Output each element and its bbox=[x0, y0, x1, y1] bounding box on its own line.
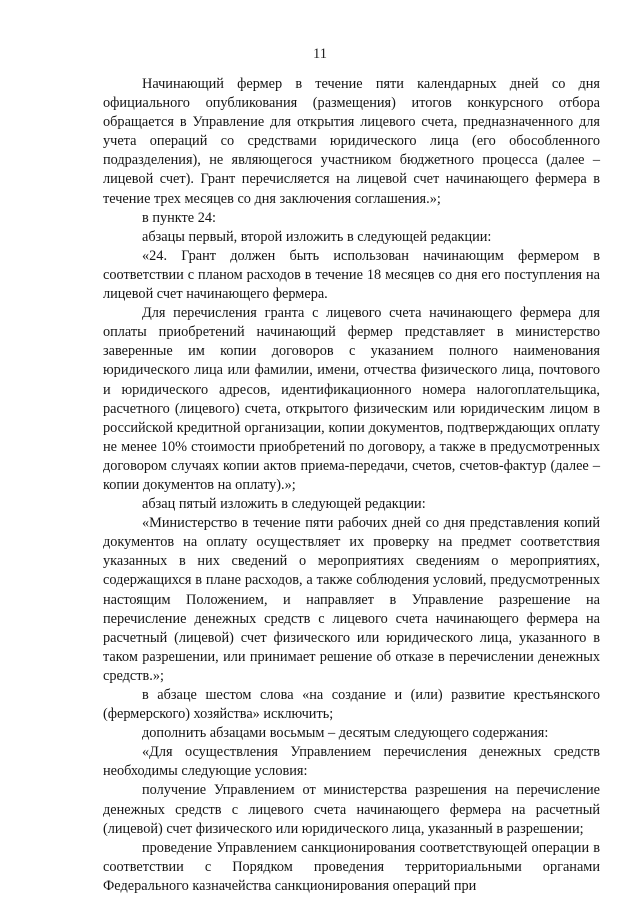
paragraph-12: проведение Управлением санкционирования соответствующей операции в соответствии с Порядком проведения территориальными органами Федерального казначейства санкционирования операций при bbox=[103, 839, 600, 894]
document-body bbox=[103, 75, 600, 896]
paragraph-1: Начинающий фермер в течение пяти календарных дней со дня официального опубликования (размещения) итогов конкурсного отбора обращается в Управление для открытия лицевого счета, предназначенного для учета операций со средствами юридического лица (его обособленного подразделения), не являющегося участником бюджетного процесса (далее – лицевой счет). Грант перечисляется на лицевой счет начинающего фермера в течение трех месяцев со дня заключения соглашения.»; bbox=[103, 76, 600, 207]
paragraph-8: в абзаце шестом слова «на создание и (или) развитие крестьянского (фермерского) хозяйства» исключить; bbox=[103, 687, 600, 723]
paragraph-10: «Для осуществления Управлением перечисления денежных средств необходимы следующие условия: bbox=[103, 744, 600, 780]
paragraph-5: Для перечисления гранта с лицевого счета начинающего фермера для оплаты приобретений начинающий фермер представляет в министерство заверенные им копии договоров с указанием полного наименования юридического лица или фамилии, имени, отчества физического лица, почтового и юридического адресов, идентификационного номера налогоплательщика, расчетного (лицевого) счета, открытого физическим или юридическим лицом в российской кредитной организации, копии документов, подтверждающих оплату не менее 10% стоимости приобретений по договору, а также в предусмотренных договором случаях копии актов приема-передачи, счетов, счетов-фактур (далее – копии документов на оплату).»; bbox=[103, 305, 600, 493]
paragraph-2: в пункте 24: bbox=[142, 209, 216, 226]
paragraph-6: абзац пятый изложить в следующей редакции: bbox=[142, 496, 426, 513]
paragraph-9: дополнить абзацами восьмым – десятым следующего содержания: bbox=[142, 725, 549, 742]
paragraph-4: «24. Грант должен быть использован начинающим фермером в соответствии с планом расходов в течение 18 месяцев со дня его поступления на лицевой счет начинающего фермера. bbox=[103, 247, 600, 303]
paragraph-11: получение Управлением от министерства разрешения на перечисление денежных средств с лицевого счета начинающего фермера на расчетный (лицевой) счет физического или юридического лица, указанный в разрешении; bbox=[103, 782, 600, 837]
page-number: 11 bbox=[313, 46, 327, 62]
paragraph-3: абзацы первый, второй изложить в следующей редакции: bbox=[142, 228, 492, 245]
paragraph-7: «Министерство в течение пяти рабочих дней со дня представления копий документов на оплату осуществляет их проверку на предмет соответствия указанных в них сведений о мероприятиях сведениям о мероприятиях, содержащихся в плане расходов, а также соблюдения условий, предусмотренных настоящим Положением, и направляет в Управление разрешение на перечисление денежных средств с лицевого счета начинающего фермера на расчетный (лицевой) счет физического или юридического лица, указанного в таком разрешении, или принимает решение об отказе в перечислении денежных средств.»; bbox=[103, 515, 600, 684]
